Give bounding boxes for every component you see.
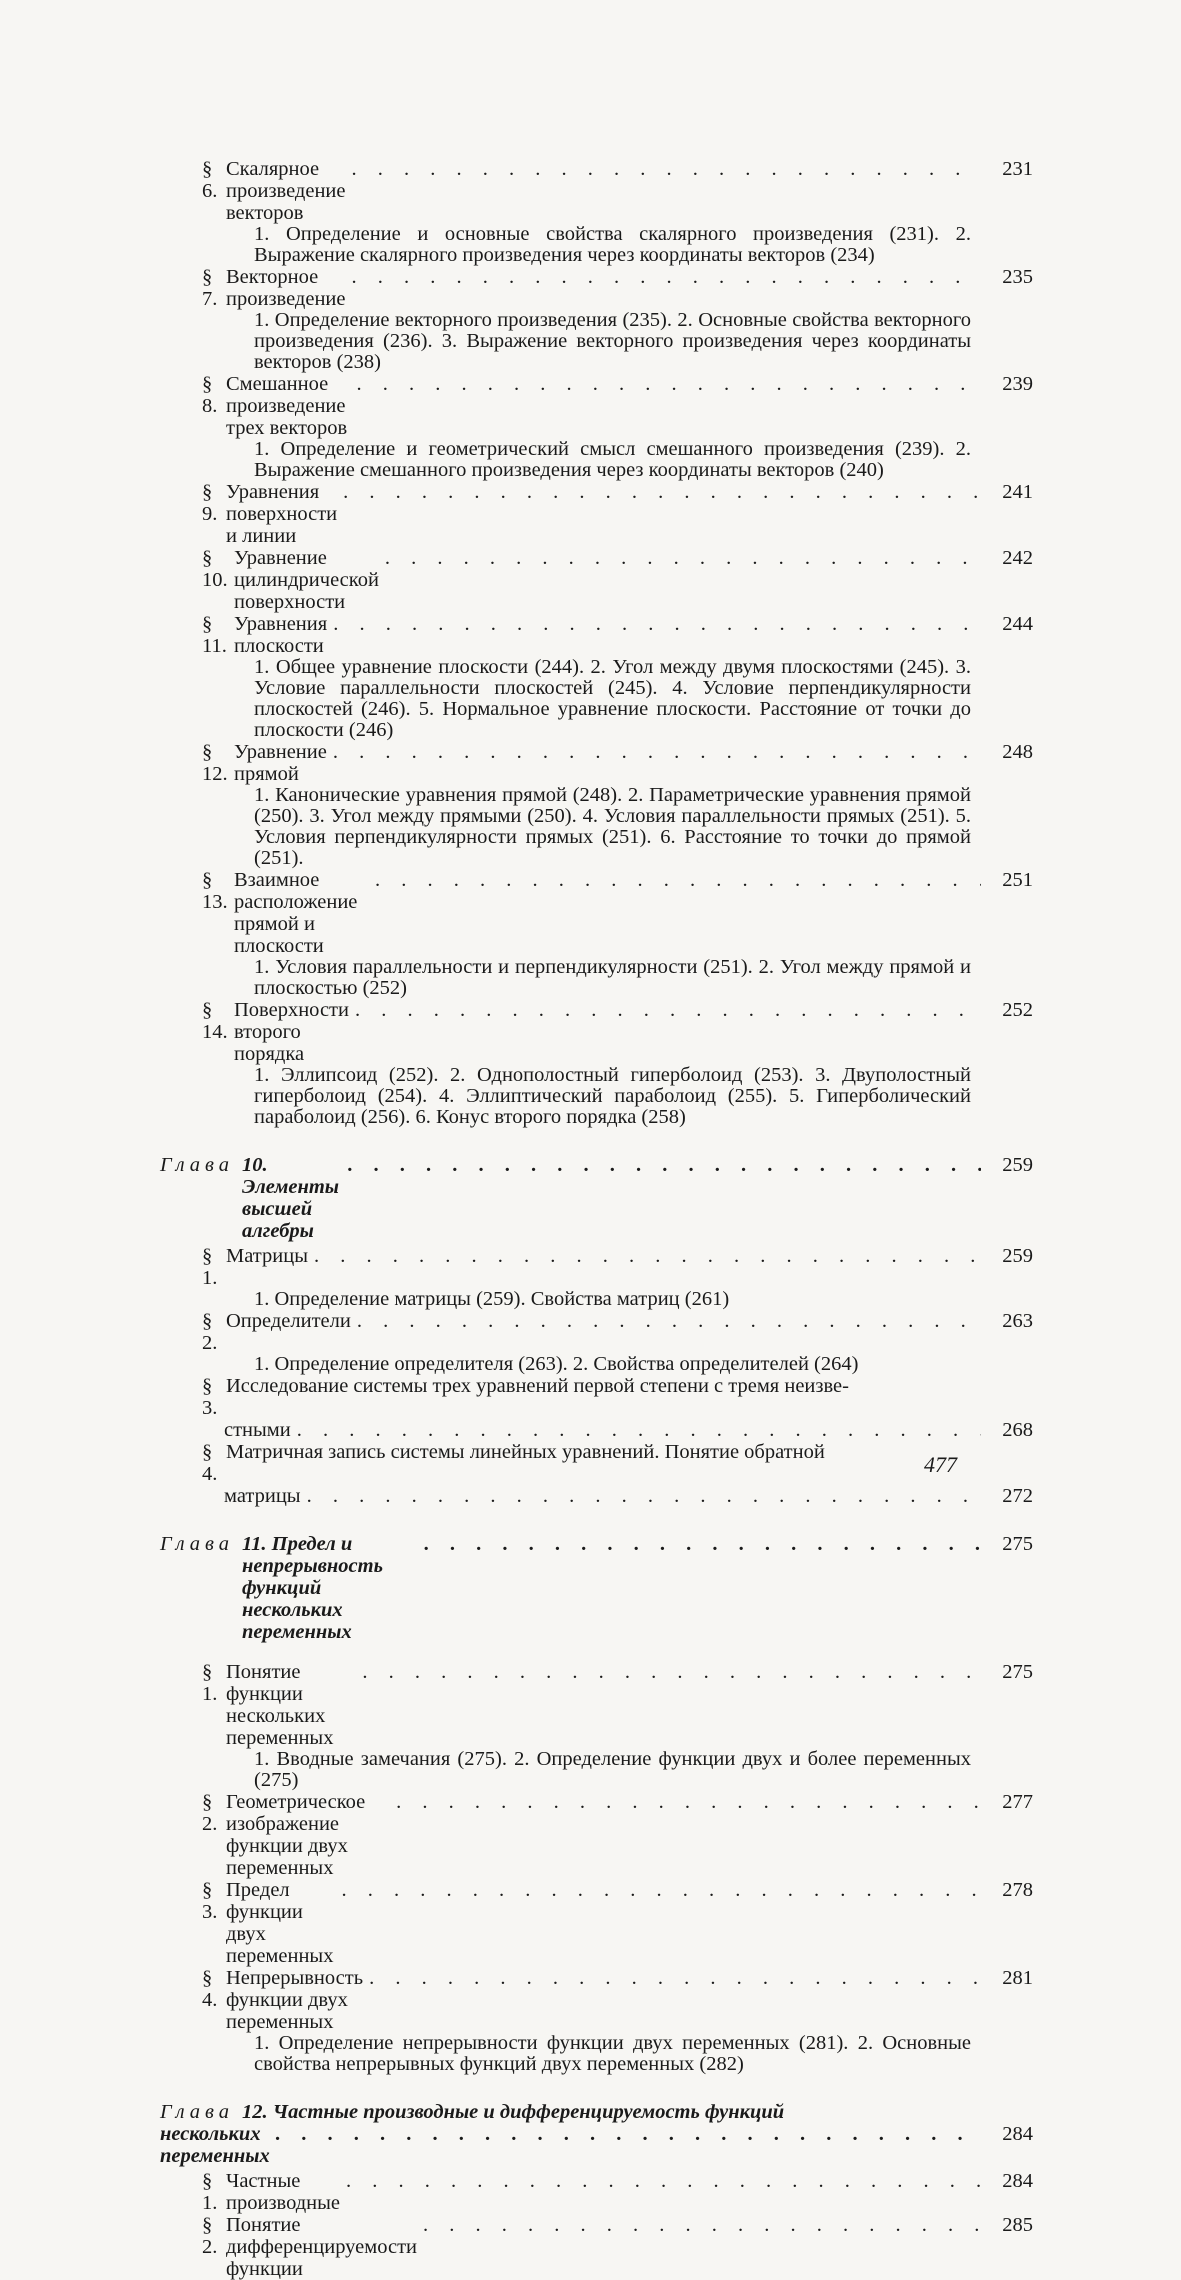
section-title: Матричная запись системы линейных уравнений. Понятие обратной	[226, 1441, 825, 1463]
page-number: 268	[1002, 1419, 1033, 1441]
dot-leader	[270, 2123, 981, 2145]
section-title: Понятие дифференцируемости функции	[226, 2214, 418, 2280]
dot-leader	[342, 1154, 981, 1176]
section-title: Исследование системы трех уравнений первой степени с тремя неизве-	[226, 1375, 849, 1397]
section-number: § 4.	[202, 1967, 218, 2011]
dot-leader	[417, 2214, 981, 2236]
dot-leader	[327, 613, 981, 635]
section-number: § 7.	[202, 266, 218, 310]
subsection-list: 1. Определение и геометрический смысл смешанного произведения (239). 2. Выражение смешанного произведения через координаты векторов (240)	[254, 438, 971, 481]
section-title: Непрерывность функции двух переменных	[226, 1967, 364, 2033]
page-number: 272	[1002, 1485, 1033, 1507]
section-number: § 2.	[202, 2214, 218, 2258]
dot-leader	[345, 158, 981, 180]
toc-section	[160, 1879, 1033, 1967]
page-number: 275	[1002, 1533, 1033, 1555]
page-number: 242	[1002, 547, 1033, 569]
section-number: § 1.	[202, 2170, 218, 2214]
section-group-chapter-12	[160, 2170, 1033, 2280]
section-title: Матрицы	[226, 1245, 308, 1267]
section-title: Уравнение цилиндрической поверхности	[234, 547, 379, 613]
dot-leader	[363, 1967, 981, 1989]
section-title: Понятие функции нескольких переменных	[226, 1661, 334, 1749]
dot-leader	[379, 547, 981, 569]
section-number: § 3.	[202, 1375, 218, 1419]
subsection-list: 1. Условия параллельности и перпендикулярности (251). 2. Угол между прямой и плоскостью (252)	[254, 956, 971, 999]
section-title: Поверхности второго порядка	[234, 999, 349, 1065]
chapter-title: 12. Частные производные и дифференцируемость функций	[242, 2101, 785, 2123]
page-number: 259	[1002, 1245, 1033, 1267]
dot-leader	[418, 1533, 981, 1555]
dot-leader	[340, 2170, 981, 2192]
section-title: Уравнение прямой	[234, 741, 327, 785]
subsection-list: 1. Определение определителя (263). 2. Свойства определителей (264)	[254, 1353, 859, 1375]
section-number: § 4.	[202, 1441, 218, 1485]
section-number: § 3.	[202, 1879, 218, 1923]
section-title: Предел функции двух переменных	[226, 1879, 334, 1967]
toc-section	[160, 481, 1033, 547]
toc-section	[160, 2170, 1033, 2214]
toc-section	[160, 373, 1033, 481]
page-number: 239	[1002, 373, 1033, 395]
section-number: § 9.	[202, 481, 218, 525]
toc-section	[160, 613, 1033, 741]
dot-leader	[349, 999, 981, 1021]
subsection-list: 1. Определение и основные свойства скалярного произведения (231). 2. Выражение скалярного произведения через координаты векторов (234)	[254, 223, 971, 266]
subsection-list: 1. Определение непрерывности функции двух переменных (281). 2. Основные свойства непрерывных функций двух переменных (282)	[254, 2032, 971, 2075]
dot-leader	[369, 869, 981, 891]
dot-leader	[335, 1879, 981, 1901]
page-number: 244	[1002, 613, 1033, 635]
section-title-continued: матрицы	[224, 1485, 301, 1507]
section-title: Скалярное произведение векторов	[226, 158, 346, 224]
page-number: 263	[1002, 1310, 1033, 1332]
toc-section	[160, 741, 1033, 869]
toc-section	[160, 1791, 1033, 1879]
dot-leader	[308, 1245, 981, 1267]
section-title: Определители	[226, 1310, 351, 1332]
page-number: 241	[1002, 481, 1033, 503]
page-number: 277	[1002, 1791, 1033, 1813]
section-number: § 2.	[202, 1310, 218, 1354]
page-number: 251	[1002, 869, 1033, 891]
page-number: 281	[1002, 1967, 1033, 1989]
toc-section	[160, 1441, 1033, 1507]
section-title: Уравнения плоскости	[234, 613, 328, 657]
section-number: § 11.	[202, 613, 227, 657]
chapter-12-heading	[160, 2101, 1033, 2167]
page-folio: 477	[924, 1452, 957, 1477]
toc-section	[160, 1310, 1033, 1375]
section-number: § 10.	[202, 547, 228, 591]
chapter-11-heading	[160, 1533, 1033, 1643]
page-number: 248	[1002, 741, 1033, 763]
section-title: Частные производные	[226, 2170, 341, 2214]
subsection-list: 1. Эллипсоид (252). 2. Однополостный гиперболоид (253). 3. Двуполостный гиперболоид (254). 4. Эллиптический параболоид (255). 5. Гиперболический параболоид (256). 6. Конус второго порядка (258)	[254, 1064, 971, 1128]
page-number: 252	[1002, 999, 1033, 1021]
page-number: 259	[1002, 1154, 1033, 1176]
chapter-word: Глава	[160, 2101, 235, 2123]
section-title: Геометрическое изображение функции двух переменных	[226, 1791, 366, 1879]
subsection-list: 1. Канонические уравнения прямой (248). 2. Параметрические уравнения прямой (250). 3. Угол между прямыми (250). 4. Условия параллельности прямых (251). 5. Условия перпендикулярности прямых (251). 6. Расстояние то точки до прямой (251).	[254, 784, 971, 869]
section-number: § 2.	[202, 1791, 218, 1835]
toc-section	[160, 1661, 1033, 1791]
section-title: Взаимное расположение прямой и плоскости	[234, 869, 358, 957]
dot-leader	[327, 741, 981, 763]
dot-leader	[356, 1661, 981, 1683]
section-group-chapter-10	[160, 1245, 1033, 1375]
section-group-chapter-9	[160, 158, 1033, 1128]
subsection-list: 1. Общее уравнение плоскости (244). 2. Угол между двумя плоскостями (245). 3. Условие параллельности плоскостей (245). 4. Условие перпендикулярности плоскостей (246). 5. Нормальное уравнение плоскости. Расстояние от точки до плоскости (246)	[254, 656, 971, 741]
page-number: 278	[1002, 1879, 1033, 1901]
toc-section	[160, 266, 1033, 373]
subsection-list: 1. Определение матрицы (259). Свойства матриц (261)	[254, 1288, 730, 1310]
dot-leader	[350, 373, 981, 395]
dot-leader	[291, 1419, 981, 1441]
page-number: 284	[1002, 2123, 1033, 2145]
subsection-list: 1. Вводные замечания (275). 2. Определение функции двух и более переменных (275)	[254, 1748, 971, 1791]
section-number: § 14.	[202, 999, 228, 1043]
dot-leader	[337, 481, 981, 503]
toc-section	[160, 1967, 1033, 2075]
toc-section	[160, 158, 1033, 266]
dot-leader	[390, 1791, 981, 1813]
section-number: § 12.	[202, 741, 228, 785]
page-number: 275	[1002, 1661, 1033, 1683]
dot-leader	[301, 1485, 981, 1507]
section-number: § 1.	[202, 1245, 218, 1289]
chapter-10-heading	[160, 1154, 1033, 1242]
section-title: Смешанное произведение трех векторов	[226, 373, 348, 439]
page-number: 285	[1002, 2214, 1033, 2236]
page-number: 235	[1002, 266, 1033, 288]
section-number: § 6.	[202, 158, 218, 202]
toc-section	[160, 1245, 1033, 1310]
section-group-chapter-11	[160, 1661, 1033, 2075]
section-number: § 8.	[202, 373, 218, 417]
chapter-word: Глава	[160, 1154, 235, 1176]
dot-leader	[351, 1310, 981, 1332]
chapter-title: 11. Предел и непрерывность функций нескольких переменных	[242, 1533, 383, 1643]
chapter-title: 10. Элементы высшей алгебры	[242, 1154, 340, 1242]
section-number: § 13.	[202, 869, 228, 913]
toc-section	[160, 869, 1033, 999]
section-number: § 1.	[202, 1661, 218, 1705]
toc-section	[160, 547, 1033, 613]
section-title: Векторное произведение	[226, 266, 346, 310]
chapter-word: Глава	[160, 1533, 235, 1555]
page-number: 231	[1002, 158, 1033, 180]
section-title-continued: стными	[224, 1419, 291, 1441]
section-title: Уравнения поверхности и линии	[226, 481, 338, 547]
toc-section	[160, 999, 1033, 1128]
page-number: 284	[1002, 2170, 1033, 2192]
dot-leader	[345, 266, 981, 288]
subsection-list: 1. Определение векторного произведения (235). 2. Основные свойства векторного произведения (236). 3. Выражение векторного произведения через координаты векторов (238)	[254, 309, 971, 373]
toc-section	[160, 1375, 1033, 1441]
table-of-contents	[160, 158, 1033, 2280]
chapter-title-continued: нескольких переменных	[160, 2123, 270, 2167]
toc-section	[160, 2214, 1033, 2280]
